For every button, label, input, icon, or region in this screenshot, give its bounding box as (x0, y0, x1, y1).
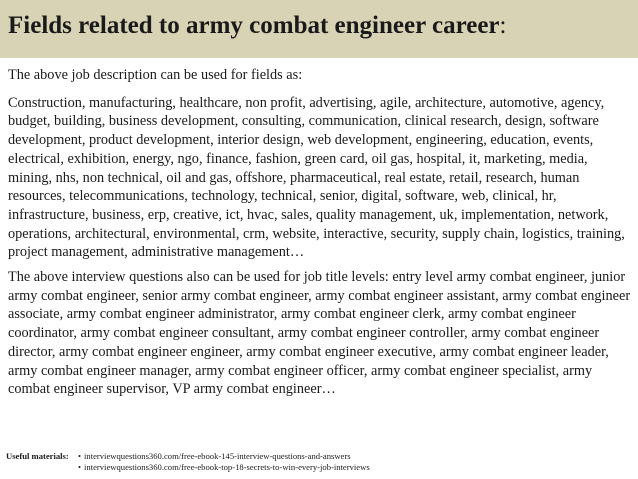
footer-link-1[interactable]: interviewquestions360.com/free-ebook-145-interview-questions-and-answers (84, 451, 351, 461)
slide-title-text: Fields related to army combat engineer career (8, 12, 500, 39)
footer-link-2[interactable]: interviewquestions360.com/free-ebook-top-18-secrets-to-win-every-job-interviews (84, 462, 370, 472)
slide-title-colon: : (499, 12, 507, 39)
footer-label-text: Useful materials (6, 451, 66, 461)
bullet-icon: • (78, 451, 82, 461)
title-bar (0, 0, 638, 58)
slide-title (8, 11, 506, 41)
intro-text: The above job description can be used for fields as: (8, 67, 303, 83)
footer (6, 451, 632, 473)
bullet-icon: • (78, 462, 82, 472)
footer-label (6, 451, 78, 462)
job-levels-text: The above interview questions also can be used for job title levels: entry level army combat engineer, junior army combat engineer, senior army combat engineer, army combat engineer assistant, army combat engineer associate, army combat engineer administrator, army combat engineer clerk, army combat engineer coordinator, army combat engineer consultant, army combat engineer controller, army combat engineer director, army combat engineer engineer, army combat engineer executive, army combat engineer leader, army combat engineer manager, army combat engineer officer, army combat engineer specialist, army combat engineer supervisor, VP army combat engineer… (8, 269, 631, 398)
footer-row-1 (6, 451, 632, 462)
slide-body (8, 66, 634, 399)
fields-list-text: Construction, manufacturing, healthcare, non profit, advertising, agile, architecture, automotive, agency, budget, building, business development, consulting, communication, clinical research, design, software development, product development, interior design, web development, engineering, education, events, electrical, exhibition, energy, ngo, finance, fashion, green card, oil gas, hospital, it, marketing, media, mining, nhs, non technical, oil and gas, offshore, pharmaceutical, real estate, retail, research, human resources, telecommunications, technology, technical, senior, digital, software, web, clinical, hr, infrastructure, business, erp, creative, ict, hvac, sales, quality management, uk, implementation, network, operations, architectural, environmental, crm, website, interactive, security, supply chain, logistics, training, project management, administrative management… (8, 94, 625, 261)
footer-row-2 (6, 462, 632, 473)
footer-spacer (6, 462, 78, 473)
footer-label-colon: : (65, 451, 69, 461)
